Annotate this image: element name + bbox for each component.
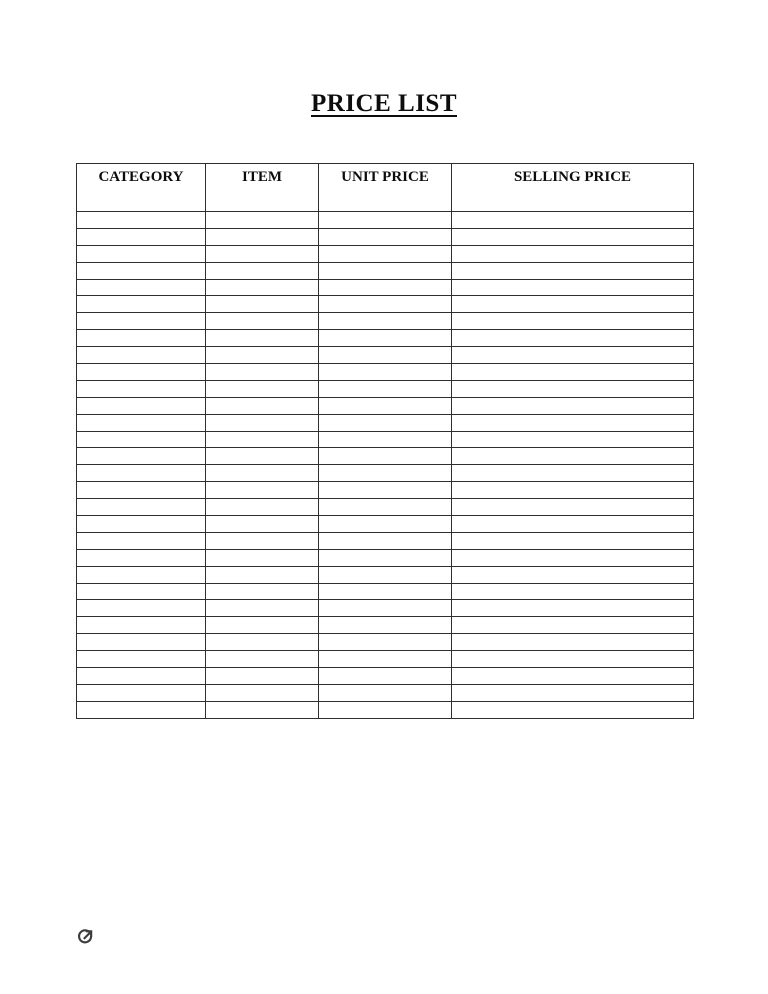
table-cell-empty [206, 279, 319, 296]
table-header-row [77, 164, 694, 212]
table-row [77, 296, 694, 313]
table-cell-empty [452, 397, 694, 414]
table-cell-empty [77, 499, 206, 516]
table-cell-empty [452, 482, 694, 499]
table-cell-empty [319, 684, 452, 701]
table-cell-empty [319, 617, 452, 634]
table-cell-empty [206, 532, 319, 549]
table-cell-empty [319, 228, 452, 245]
table-row [77, 617, 694, 634]
table-cell-empty [77, 262, 206, 279]
table-row [77, 431, 694, 448]
table-cell-empty [319, 600, 452, 617]
table-cell-empty [319, 516, 452, 533]
table-cell-empty [319, 532, 452, 549]
table-cell-empty [319, 448, 452, 465]
table-cell-empty [77, 431, 206, 448]
table-cell-empty [206, 364, 319, 381]
table-row [77, 684, 694, 701]
table-row [77, 549, 694, 566]
table-cell-empty [319, 296, 452, 313]
table-cell-empty [77, 583, 206, 600]
table-cell-empty [206, 347, 319, 364]
table-cell-empty [206, 228, 319, 245]
table-cell-empty [77, 330, 206, 347]
table-cell-empty [206, 212, 319, 229]
table-cell-empty [452, 279, 694, 296]
table-cell-empty [452, 651, 694, 668]
table-cell-empty [452, 499, 694, 516]
table-cell-empty [77, 212, 206, 229]
table-cell-empty [319, 245, 452, 262]
table-cell-empty [206, 296, 319, 313]
table-cell-empty [452, 634, 694, 651]
table-cell-empty [77, 245, 206, 262]
table-cell-empty [206, 465, 319, 482]
column-header-item: ITEM [206, 164, 319, 212]
table-row [77, 228, 694, 245]
table-cell-empty [319, 465, 452, 482]
table-cell-empty [206, 448, 319, 465]
table-cell-empty [319, 212, 452, 229]
table-row [77, 364, 694, 381]
table-cell-empty [319, 279, 452, 296]
table-cell-empty [206, 516, 319, 533]
table-cell-empty [206, 617, 319, 634]
table-cell-empty [77, 617, 206, 634]
table-row [77, 347, 694, 364]
table-cell-empty [319, 380, 452, 397]
column-header-category: CATEGORY [77, 164, 206, 212]
table-cell-empty [206, 634, 319, 651]
table-cell-empty [452, 583, 694, 600]
table-cell-empty [452, 465, 694, 482]
table-row [77, 414, 694, 431]
table-cell-empty [206, 414, 319, 431]
table-cell-empty [77, 414, 206, 431]
table-row [77, 245, 694, 262]
table-row [77, 634, 694, 651]
table-cell-empty [452, 617, 694, 634]
table-cell-empty [206, 330, 319, 347]
table-row [77, 212, 694, 229]
table-cell-empty [319, 651, 452, 668]
table-cell-empty [206, 583, 319, 600]
table-cell-empty [452, 296, 694, 313]
table-row [77, 482, 694, 499]
table-cell-empty [319, 262, 452, 279]
table-cell-empty [206, 397, 319, 414]
table-cell-empty [206, 684, 319, 701]
table-cell-empty [206, 600, 319, 617]
table-cell-empty [206, 262, 319, 279]
table-cell-empty [206, 651, 319, 668]
table-cell-empty [77, 684, 206, 701]
table-cell-empty [452, 245, 694, 262]
table-cell-empty [77, 448, 206, 465]
table-row [77, 651, 694, 668]
table-cell-empty [452, 600, 694, 617]
table-row [77, 330, 694, 347]
table-cell-empty [319, 634, 452, 651]
table-cell-empty [319, 499, 452, 516]
table-cell-empty [77, 668, 206, 685]
table-cell-empty [452, 212, 694, 229]
table-row [77, 448, 694, 465]
table-head [77, 164, 694, 212]
table-cell-empty [77, 313, 206, 330]
table-row [77, 465, 694, 482]
table-cell-empty [319, 347, 452, 364]
table-row [77, 566, 694, 583]
table-cell-empty [77, 380, 206, 397]
table-cell-empty [77, 347, 206, 364]
table-cell-empty [77, 516, 206, 533]
table-cell-empty [452, 330, 694, 347]
table-row [77, 600, 694, 617]
table-row [77, 313, 694, 330]
table-row [77, 262, 694, 279]
table-cell-empty [77, 701, 206, 718]
column-header-unit-price: UNIT PRICE [319, 164, 452, 212]
table-cell-empty [77, 600, 206, 617]
table-cell-empty [452, 566, 694, 583]
table-cell-empty [319, 431, 452, 448]
table-cell-empty [77, 651, 206, 668]
table-cell-empty [77, 549, 206, 566]
table-cell-empty [319, 566, 452, 583]
table-cell-empty [77, 566, 206, 583]
table-cell-empty [206, 549, 319, 566]
table-cell-empty [77, 532, 206, 549]
table-cell-empty [452, 516, 694, 533]
table-cell-empty [452, 262, 694, 279]
table-cell-empty [452, 431, 694, 448]
table-cell-empty [319, 313, 452, 330]
table-cell-empty [452, 228, 694, 245]
table-row [77, 701, 694, 718]
table-cell-empty [319, 482, 452, 499]
page-title: PRICE LIST [310, 90, 457, 117]
table-cell-empty [206, 313, 319, 330]
table-cell-empty [77, 465, 206, 482]
table-cell-empty [206, 245, 319, 262]
column-header-selling-price: SELLING PRICE [452, 164, 694, 212]
table-row [77, 583, 694, 600]
table-cell-empty [77, 364, 206, 381]
table-cell-empty [319, 330, 452, 347]
table-row [77, 668, 694, 685]
table-cell-empty [452, 364, 694, 381]
table-cell-empty [452, 414, 694, 431]
table-cell-empty [452, 668, 694, 685]
table-cell-empty [452, 532, 694, 549]
table-cell-empty [77, 228, 206, 245]
table-cell-empty [452, 684, 694, 701]
table-cell-empty [319, 583, 452, 600]
table-cell-empty [77, 482, 206, 499]
table-cell-empty [319, 701, 452, 718]
table-cell-empty [206, 566, 319, 583]
table-cell-empty [452, 549, 694, 566]
table-row [77, 397, 694, 414]
table-cell-empty [77, 279, 206, 296]
table-cell-empty [319, 397, 452, 414]
table-row [77, 279, 694, 296]
table-cell-empty [206, 380, 319, 397]
table-cell-empty [452, 380, 694, 397]
table-cell-empty [206, 431, 319, 448]
table-row [77, 532, 694, 549]
table-cell-empty [77, 397, 206, 414]
table-cell-empty [206, 482, 319, 499]
table-row [77, 380, 694, 397]
table-cell-empty [319, 364, 452, 381]
table-row [77, 499, 694, 516]
table-row [77, 516, 694, 533]
table-cell-empty [206, 701, 319, 718]
table-cell-empty [77, 634, 206, 651]
refresh-arrow-icon[interactable] [75, 926, 95, 946]
table-cell-empty [206, 499, 319, 516]
table-cell-empty [452, 313, 694, 330]
table-body [77, 212, 694, 719]
table-cell-empty [319, 668, 452, 685]
table-cell-empty [77, 296, 206, 313]
table-cell-empty [452, 448, 694, 465]
table-cell-empty [452, 347, 694, 364]
table-cell-empty [452, 701, 694, 718]
table-cell-empty [319, 549, 452, 566]
table-cell-empty [206, 668, 319, 685]
table-cell-empty [319, 414, 452, 431]
price-list-table [76, 163, 694, 719]
